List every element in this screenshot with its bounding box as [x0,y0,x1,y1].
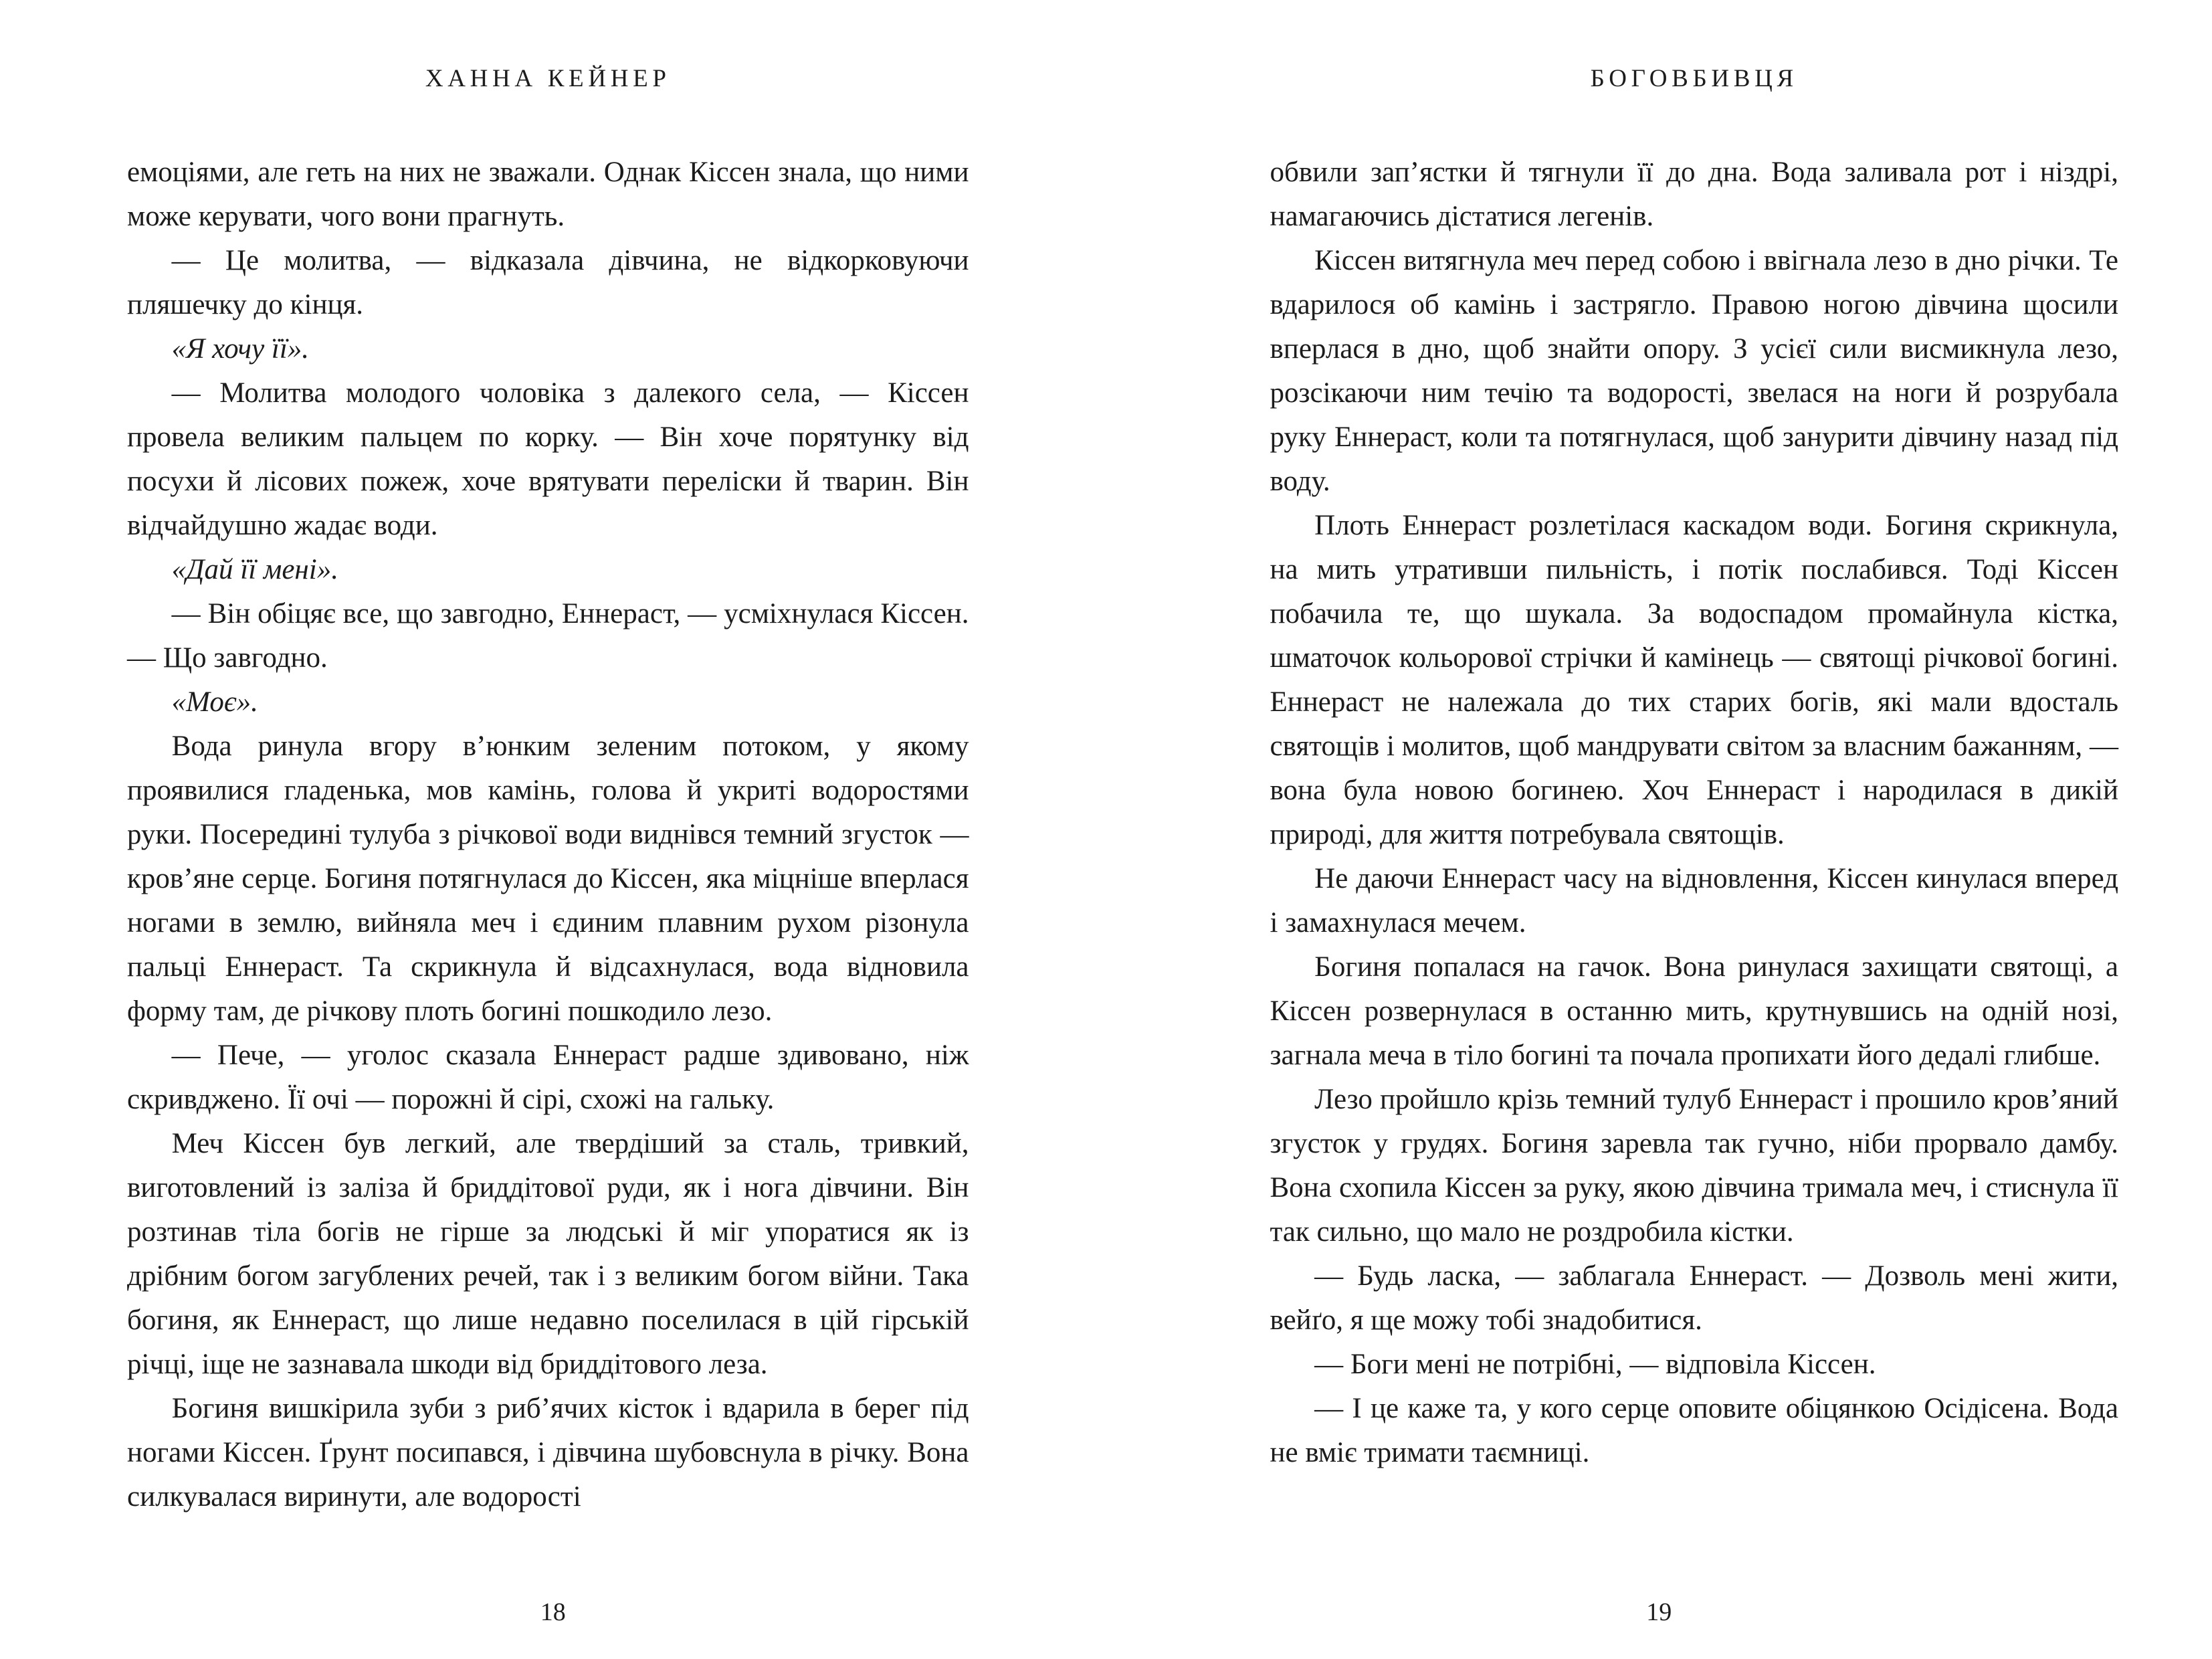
paragraph: — Будь ласка, — заблагала Еннераст. — Дозволь мені жити, вейґо, я ще можу тобі знадобитися. [1270,1260,2118,1336]
paragraph: Богиня вишкірила зуби з риб’ячих кісток і вдарила в берег під ногами Кіссен. Ґрунт посипався, і дівчина шубовснула в річку. Вона силкувалася виринути, але водорості [127,1393,969,1512]
paragraph: Кіссен витягнула меч перед собою і ввігнала лезо в дно річки. Те вдарилося об камінь і застрягло. Правою ногою дівчина щосили вперлася в дно, щоб знайти опору. З усієї сили висмикнула лезо, розсікаючи ним течію та водорості, звелася на ноги й розрубала руку Еннераст, коли та потягнулася, щоб занурити дівчину назад під воду. [1270,245,2118,497]
right-running-head: БОГОВБИВЦЯ [1590,65,1798,92]
paragraph: Вода ринула вгору в’юнким зеленим потоком, у якому проявилися гладенька, мов камінь, голова й укриті водоростями руки. Посередині тулуба з річкової води виднівся темний згусток — кров’яне серце. Богиня потягнулася до Кіссен, яка міцніше вперлася ногами в землю, вийняла меч і єдиним плавним рухом різонула пальці Еннераст. Та скрикнула й відсахнулася, вода відновила форму там, де річкову плоть богині пошкодило лезо. [127,730,969,1027]
paragraph: — Пече, — уголос сказала Еннераст радше здивовано, ніж скривджено. Її очі — порожні й сірі, схожі на гальку. [127,1040,969,1115]
paragraph: — Молитва молодого чоловіка з далекого села, — Кіссен провела великим пальцем по корку. — Він хоче порятунку від посухи й лісових пожеж, хоче врятувати переліски й тварин. Він відчайдушно жадає води. [127,377,969,541]
right-page-number: 19 [1646,1598,1672,1626]
paragraph: обвили зап’ястки й тягнули її до дна. Вода заливала рот і ніздрі, намагаючись дістатися легенів. [1270,157,2118,232]
left-running-head: ХАННА КЕЙНЕР [425,65,671,92]
paragraph: Лезо пройшло крізь темний тулуб Еннераст і прошило кров’яний згусток у грудях. Богиня заревла так гучно, ніби прорвало дамбу. Вона схопила Кіссен за руку, якою дівчина тримала меч, і стиснула її так сильно, що мало не роздробила кістки. [1270,1084,2118,1248]
paragraph: «Моє». [171,686,258,718]
paragraph: Меч Кіссен був легкий, але твердіший за сталь, тривкий, виготовлений із заліза й бриддітової руди, як і нога дівчини. Він розтинав тіла богів не гірше за людські й міг упоратися як із дрібним богом загублених речей, так і з великим богом війни. Така богиня, як Еннераст, що лише недавно поселилася в цій гірській річці, іще не зазнавала шкоди від бриддітового леза. [127,1128,969,1380]
left-page-number: 18 [540,1598,566,1626]
paragraph: — Це молитва, — відказала дівчина, не відкорковуючи пляшечку до кінця. [127,245,969,320]
paragraph: — Він обіцяє все, що завгодно, Еннераст, — усміхнулася Кіссен. — Що завгодно. [127,598,969,674]
paragraph: Плоть Еннераст розлетілася каскадом води. Богиня скрикнула, на мить утративши пильність, і потік послабився. Тоді Кіссен побачила те, що шукала. За водоспадом промайнула кістка, шматочок кольорової стрічки й камінець — святощі річкової богині. Еннераст не належала до тих старих богів, які мали вдосталь святощів і молитов, щоб мандрувати світом за власним бажанням, — вона була новою богинею. Хоч Еннераст і народилася в дикій природі, для життя потребувала святощів. [1270,510,2118,850]
paragraph: — Боги мені не потрібні, — відповіла Кіссен. [1314,1349,1876,1380]
paragraph: «Я хочу її». [171,333,310,365]
paragraph: — І це каже та, у кого серце оповите обіцянкою Осідісена. Вода не вміє тримати таємниці. [1270,1393,2118,1468]
right-page-text [1270,151,2119,1475]
paragraph: Богиня попалася на гачок. Вона ринулася захищати святощі, а Кіссен розвернулася в останню мить, крутнувшись на одній нозі, загнала меча в тіло богині та почала пропихати його дедалі глибше. [1270,951,2118,1071]
right-page [1106,0,2212,1659]
paragraph: Не даючи Еннераст часу на відновлення, Кіссен кинулася вперед і замахнулася мечем. [1270,863,2118,939]
paragraph: «Дай її мені». [171,554,338,585]
paragraph: емоціями, але геть на них не зважали. Однак Кіссен знала, що ними може керувати, чого вони прагнуть. [127,157,969,232]
left-page-text [127,151,969,1519]
